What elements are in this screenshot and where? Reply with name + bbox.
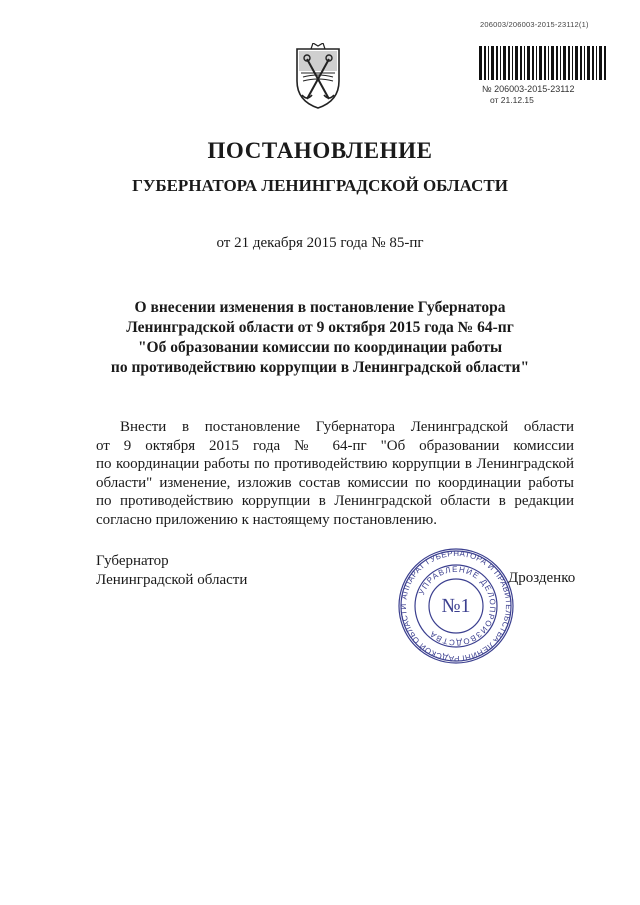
subject-line: Ленинградской области от 9 октября 2015 года № 64-пг (126, 319, 514, 336)
stamp-inner-text: УПРАВЛЕНИЕ ДЕЛОПРОИЗВОДСТВА (417, 564, 498, 648)
signer-title-line: Губернатор (96, 553, 169, 569)
subject-line: "Об образовании комиссии по координации работы (137, 339, 503, 356)
body-line: согласно приложению к настоящему постановлению. (96, 511, 437, 528)
coat-of-arms-icon (289, 43, 347, 111)
body-line: от 9 октября 2015 года № 64-пг "Об образовании комиссии (96, 437, 574, 454)
document-subject (80, 298, 560, 378)
body-line: по координации работы по противодействию коррупции в Ленинградской (96, 456, 574, 473)
body-line: области" изменение, изложив состав комиссии по координации работы (96, 474, 574, 491)
body-line: Внести в постановление Губернатора Ленинградской области (120, 419, 574, 435)
body-line: по противодействию коррупции в Ленинградской области в редакции (96, 493, 574, 510)
stamp-outer-text: АППАРАТ ГУБЕРНАТОРА И ПРАВИТЕЛЬСТВА ЛЕНИНГРАДСКОЙ ОБЛАСТИ (398, 548, 514, 664)
issuer-heading: ГУБЕРНАТОРА ЛЕНИНГРАДСКОЙ ОБЛАСТИ (132, 176, 508, 195)
subject-line: по противодействию коррупции в Ленинградской области" (110, 359, 530, 376)
stamp-center-number: №1 (441, 595, 471, 617)
subject-line: О внесении изменения в постановление Губернатора (134, 299, 506, 316)
signer-title-line: Ленинградской области (96, 572, 248, 588)
signer-title (96, 552, 247, 590)
official-stamp (397, 547, 515, 665)
barcode-icon (478, 46, 609, 80)
registration-date: от 21.12.15 (490, 95, 534, 105)
registration-number: № 206003-2015-23112 (482, 84, 575, 94)
body-paragraph (96, 418, 574, 530)
signer-name: Дрозденко (508, 570, 576, 586)
document-date-number: от 21 декабря 2015 года № 85-пг (216, 235, 424, 251)
document-reference-code: 206003/206003-2015-23112(1) (480, 20, 589, 29)
document-type-heading: ПОСТАНОВЛЕНИЕ (207, 138, 433, 163)
